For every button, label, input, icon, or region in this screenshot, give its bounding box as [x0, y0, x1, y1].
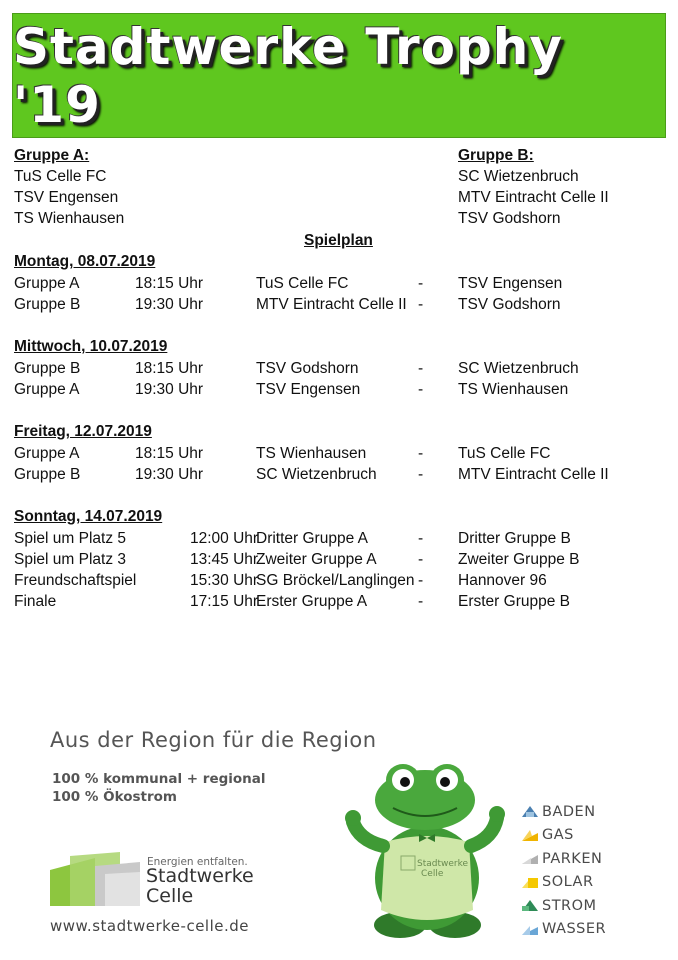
match-label: Gruppe A: [14, 381, 80, 398]
match-separator: -: [418, 275, 424, 292]
stadtwerke-logo-icon: [50, 852, 140, 906]
ad-line-kommunal: 100 % kommunal + regional: [52, 771, 266, 787]
website-url: www.stadtwerke-celle.de: [50, 917, 249, 935]
match-home: SC Wietzenbruch: [256, 466, 377, 483]
match-label: Gruppe B: [14, 360, 81, 377]
group-a-heading: Gruppe A:: [14, 147, 90, 164]
match-time: 13:45 Uhr: [190, 551, 259, 568]
match-away: Zweiter Gruppe B: [458, 551, 580, 568]
match-separator: -: [418, 381, 424, 398]
match-separator: -: [418, 445, 424, 462]
service-item: [522, 894, 606, 918]
service-item: [522, 918, 606, 942]
group-b: [458, 146, 609, 230]
match-away: MTV Eintracht Celle II: [458, 466, 609, 483]
match-time: 19:30 Uhr: [135, 381, 204, 398]
day-date: Freitag, 12.07.2019: [14, 423, 152, 440]
match-label: Finale: [14, 593, 57, 610]
mascot-shirt-text-1: Stadtwerke: [417, 859, 469, 869]
match-label: Gruppe A: [14, 275, 80, 292]
title-banner: [12, 13, 666, 138]
match-separator: -: [418, 593, 424, 610]
service-label: STROM: [542, 897, 597, 914]
service-item: [522, 847, 606, 871]
match-label: Gruppe B: [14, 296, 81, 313]
gas-icon: [522, 830, 538, 841]
match-row: [14, 571, 654, 592]
match-home: TSV Engensen: [256, 381, 361, 398]
match-away: TSV Engensen: [458, 275, 563, 292]
match-separator: -: [418, 551, 424, 568]
mascot-shirt-text-2: Celle: [421, 869, 444, 879]
match-label: Gruppe B: [14, 466, 81, 483]
match-row: [14, 465, 654, 486]
service-label: WASSER: [542, 921, 607, 938]
wasser-icon: [522, 924, 538, 935]
match-home: Erster Gruppe A: [256, 593, 368, 610]
page-title: Stadtwerke Trophy '19: [13, 17, 563, 134]
match-row: [14, 295, 654, 316]
match-away: TSV Godshorn: [458, 296, 561, 313]
match-away: SC Wietzenbruch: [458, 360, 579, 377]
day-date: Sonntag, 14.07.2019: [14, 508, 163, 525]
match-row: [14, 529, 654, 550]
match-time: 18:15 Uhr: [135, 445, 204, 462]
match-away: Erster Gruppe B: [458, 593, 570, 610]
match-separator: -: [418, 360, 424, 377]
match-home: TSV Godshorn: [256, 360, 359, 377]
logo-tagline: Energien entfalten.: [147, 856, 248, 868]
group-a-team: TS Wienhausen: [14, 210, 125, 227]
match-home: TuS Celle FC: [256, 275, 349, 292]
service-label: BADEN: [542, 803, 596, 820]
match-time: 15:30 Uhr: [190, 572, 259, 589]
service-label: SOLAR: [542, 874, 594, 891]
match-separator: -: [418, 466, 424, 483]
match-home: TS Wienhausen: [256, 445, 367, 462]
parken-icon: [522, 853, 538, 864]
logo-name: [146, 866, 254, 906]
match-time: 18:15 Uhr: [135, 275, 204, 292]
match-label: Gruppe A: [14, 445, 80, 462]
service-item: [522, 871, 606, 895]
group-b-team: TSV Godshorn: [458, 210, 561, 227]
match-row: [14, 359, 654, 380]
logo-name-line1: Stadtwerke: [146, 865, 254, 887]
match-time: 19:30 Uhr: [135, 296, 204, 313]
match-label: Freundschaftspiel: [14, 572, 137, 589]
day-date: Mittwoch, 10.07.2019: [14, 338, 168, 355]
match-row: [14, 444, 654, 465]
match-home: Dritter Gruppe A: [256, 530, 368, 547]
match-away: TuS Celle FC: [458, 445, 551, 462]
match-time: 18:15 Uhr: [135, 360, 204, 377]
match-time: 17:15 Uhr: [190, 593, 259, 610]
frog-mascot-icon: [345, 760, 505, 940]
match-row: [14, 274, 654, 295]
match-home: MTV Eintracht Celle II: [256, 296, 407, 313]
match-away: Hannover 96: [458, 572, 547, 589]
services-list: [522, 800, 606, 941]
match-row: [14, 380, 654, 401]
group-a: [14, 146, 124, 230]
match-away: Dritter Gruppe B: [458, 530, 571, 547]
match-separator: -: [418, 530, 424, 547]
service-item: [522, 800, 606, 824]
match-time: 12:00 Uhr: [190, 530, 259, 547]
match-home: Zweiter Gruppe A: [256, 551, 377, 568]
service-label: GAS: [542, 827, 574, 844]
strom-icon: [522, 900, 538, 911]
group-b-team: SC Wietzenbruch: [458, 168, 579, 185]
match-row: [14, 592, 654, 613]
ad-slogan: Aus der Region für die Region: [50, 728, 377, 752]
match-label: Spiel um Platz 5: [14, 530, 126, 547]
match-home: SG Bröckel/Langlingen: [256, 572, 415, 589]
service-label: PARKEN: [542, 850, 603, 867]
group-a-team: TuS Celle FC: [14, 168, 107, 185]
day-date: Montag, 08.07.2019: [14, 253, 156, 270]
group-b-team: MTV Eintracht Celle II: [458, 189, 609, 206]
ad-line-oekostrom: 100 % Ökostrom: [52, 789, 177, 805]
match-row: [14, 550, 654, 571]
group-a-team: TSV Engensen: [14, 189, 119, 206]
baden-icon: [522, 806, 538, 817]
spielplan-heading: Spielplan: [304, 232, 373, 249]
match-label: Spiel um Platz 3: [14, 551, 126, 568]
solar-icon: [522, 877, 538, 888]
match-separator: -: [418, 296, 424, 313]
match-time: 19:30 Uhr: [135, 466, 204, 483]
group-b-heading: Gruppe B:: [458, 147, 534, 164]
service-item: [522, 824, 606, 848]
logo-name-line2: Celle: [146, 885, 194, 907]
match-away: TS Wienhausen: [458, 381, 569, 398]
match-separator: -: [418, 572, 424, 589]
